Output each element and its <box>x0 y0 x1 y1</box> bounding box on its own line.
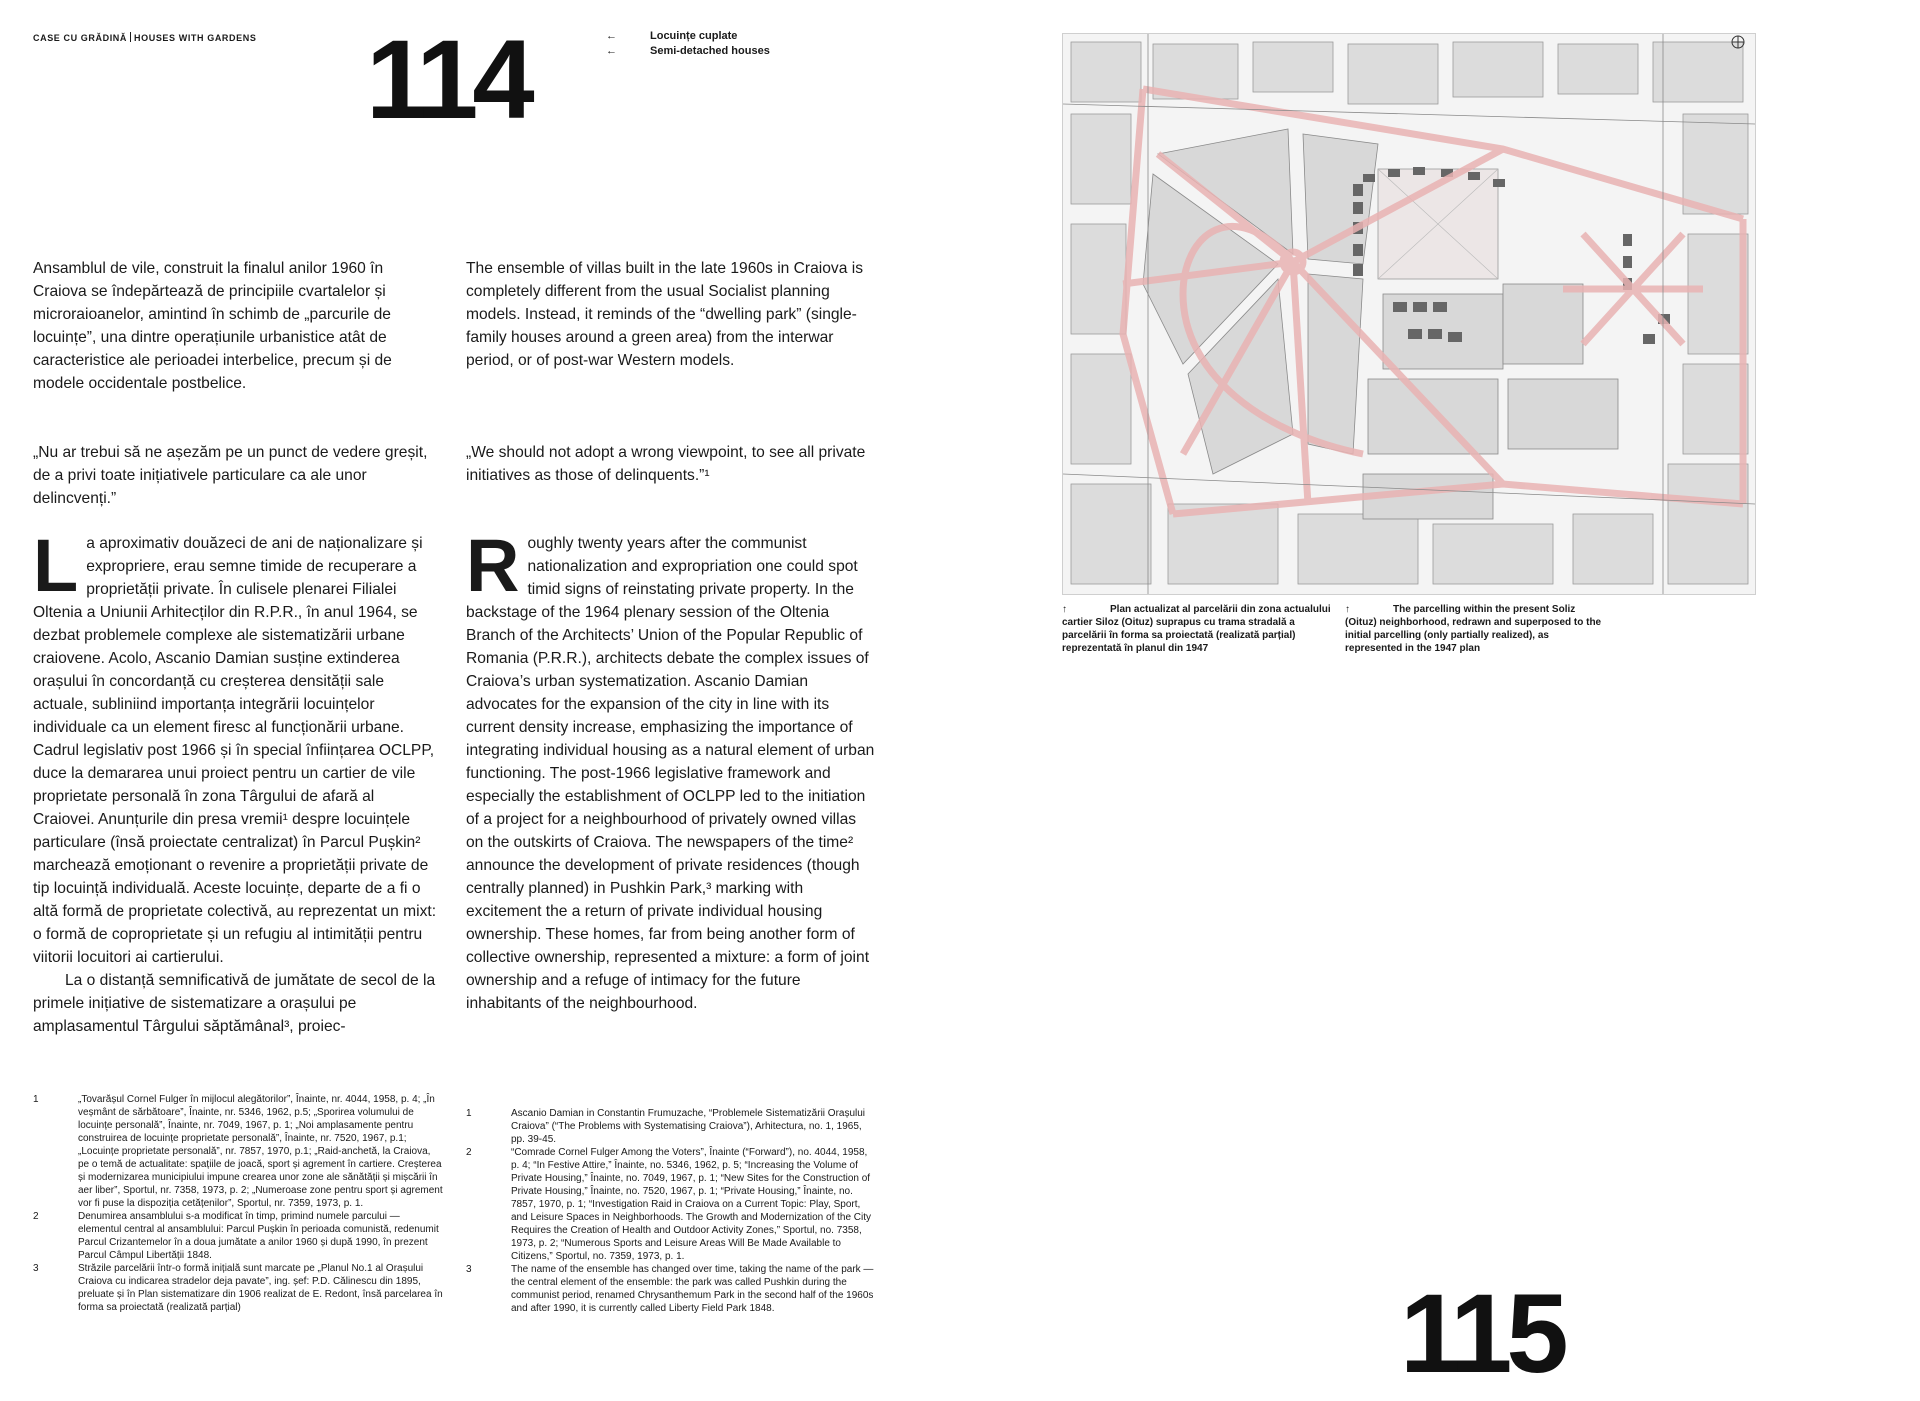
footnotes-en <box>466 1107 876 1315</box>
footnote-text: „Tovarășul Cornel Fulger în mijlocul alegătorilor”, Înainte, nr. 4044, 1958, p. 4; „În veșmânt de sărbătoare”, Înainte, nr. 5346, 1962, p.5; „Sporirea volumului de locuințe personală”, Înainte, nr. 7049, 1967, p. 1; „Noi amplasamente pentru construirea de locuințe proprietate personală”, Înainte, nr. 7520, 1967, p.1; „Locuințe proprietate personală”, nr. 7857, 1970, p.1; „Raid-anchetă, la Craiova, pe o temă de actualitate: spațiile de joacă, sport și agrement în cartiere. Creșterea și modernizarea municipiului impune crearea unor zone ale sănătății și mișcării în aer liber”, Sportul, nr. 7358, 1973, p. 2; „Numeroase zone pentru sport și agrement vor fi puse la dispoziția cetățenilor”, Sportul, nr. 7359, 1973, p. 1. <box>78 1094 443 1209</box>
header-en: HOUSES WITH GARDENS <box>134 33 257 43</box>
drop-cap-ro: L <box>33 524 79 607</box>
footnote-number: 2 <box>33 1211 39 1222</box>
footnote-text: Denumirea ansamblului s-a modificat în timp, primind numele parcului — elementul central al ansamblului: Parcul Pușkin în perioada comunistă, redenumit Parcul Crizantemelor în a doua jumătate a anilor 1960 și după 1990, în prezent Parcul Câmpul Libertății 1848. <box>78 1211 439 1261</box>
intro-ro: Ansamblul de vile, construit la finalul anilor 1960 în Craiova se îndepărtează de principiile cvartalelor și microraioanelor, amintind în schimb de „parcurile de locuințe”, una dintre operațiunile urbanistice atât de caracteristice ale perioadei interbelice, precum și de modele occidentale postbelice. <box>33 260 392 392</box>
footnote-number: 3 <box>466 1264 472 1275</box>
nav-label-ro: Locuințe cuplate <box>650 30 738 42</box>
body-ro <box>33 524 438 1038</box>
caption-ro <box>1062 603 1332 655</box>
drop-cap-en: R <box>466 524 520 607</box>
caption-en-text: The parcelling within the present Soliz (Oituz) neighborhood, redrawn and superposed to the initial parcelling (only partially realized), as represented in the 1947 plan <box>1345 604 1602 654</box>
running-header <box>33 32 256 43</box>
arrow-up-icon: ↑ <box>1062 604 1067 615</box>
footnote-en <box>466 1107 876 1146</box>
footnote-text: The name of the ensemble has changed over time, taking the name of the park — the central element of the ensemble: the park was called Pushkin during the communist period, renamed Chrysanthemum Park in the second half of the 1960s and after 1990, it is currently called Liberty Field Park 1848. <box>511 1264 874 1314</box>
footnote-en <box>466 1146 876 1263</box>
parcelling-map <box>1062 33 1756 595</box>
caption-en <box>1345 603 1607 655</box>
caption-ro-text: Plan actualizat al parcelării din zona actualului cartier Siloz (Oituz) suprapus cu trama stradală a parcelării în forma sa proiectată (realizată parțial) reprezentată în planul din 1947 <box>1062 604 1331 654</box>
page-number-right: 115 <box>1400 1271 1563 1396</box>
footnote-number: 3 <box>33 1263 39 1274</box>
arrow-left-icon: ← <box>606 45 617 57</box>
footnote-ro <box>33 1210 443 1262</box>
arrow-left-icon: ← <box>606 30 617 42</box>
quote-ro: „Nu ar trebui să ne așezăm pe un punct de vedere greșit, de a privi toate inițiativele particulare ca ale unor delincvenți.” <box>33 444 428 507</box>
body-ro-p1: a aproximativ douăzeci de ani de naționalizare și expropriere, erau semne timide de recuperare a proprietății private. În culisele plenarei Filialei Oltenia a Uniunii Arhitecților din R.P.R., în anul 1964, se dezbat problemele complexe ale sistematizării urbane craiovene. Acolo, Ascanio Damian susține extinderea orașului în concordanță cu creșterea densității sale actuale, subliniind importanța integrării locuințelor individuale ca un element firesc al funcționării urbane. Cadrul legislativ post 1966 și în special înființarea OCLPP, duce la demararea unui proiect pentru un cartier de vile proprietate personală în zona Târgului de afară al Craiovei. Anunțurile din presa vremii¹ despre locuințele particulare (însă proiectate centralizat) în Parcul Pușkin² marchează emoționant o revenire a proprietății private de tip locuință individuală. Aceste locuințe, departe de a fi o altă formă de proprietate colectivă, au reprezentat un mixt: o formă de coproprietate și un refugiu al intimității pentru viitorii locuitori ai cartierului. <box>33 535 437 966</box>
footnote-ro <box>33 1262 443 1314</box>
footnote-en <box>466 1263 876 1315</box>
arrow-up-icon: ↑ <box>1345 604 1350 615</box>
body-en <box>466 524 876 1015</box>
footnote-text: “Comrade Cornel Fulger Among the Voters”, Înainte (“Forward”), no. 4044, 1958, p. 4; “In Festive Attire,” Înainte, no. 5346, 1962, p. 5; “Increasing the Volume of Private Housing,” Înainte, no. 7049, 1967, p. 1; “New Sites for the Construction of Private Housing,” Înainte, no. 7520, 1967, p. 1; “Private Housing,” Înainte, no. 7857, 1970, p. 1; “Investigation Raid in Craiova on a Current Topic: Play, Sport, and Leisure Spaces in Neighborhoods. The Growth and Modernization of the City Requires the Creation of Health and Outdoor Activity Zones,” Sportul, no. 7358, 1973, p. 2; “Numerous Sports and Leisure Areas Will Be Made Available to Citizens,” Sportul, no. 7359, 1973, p. 1. <box>511 1147 872 1262</box>
map-drawing <box>1063 34 1755 594</box>
nav-link-ro[interactable] <box>606 29 770 44</box>
north-arrow-icon <box>1732 36 1744 48</box>
footnote-text: Ascanio Damian in Constantin Frumuzache, “Problemele Sistematizării Orașului Craiova” (“The Problems with Systematising Craiova”), Arhitectura, no. 1, 1965, pp. 39-45. <box>511 1108 866 1145</box>
body-ro-p2: La o distanță semnificativă de jumătate de secol de la primele inițiative de sistematizare a orașului pe amplasamentul Târgului săptămânal³, proiec- <box>33 972 436 1035</box>
footnote-text: Străzile parcelării într-o formă inițială sunt marcate pe „Planul No.1 al Orașului Craiova cu indicarea stradelor deja pavate”, ing. șef: P.D. Călinescu din 1895, preluate și în Plan sistematizare din 1906 realizat de E. Redont, însă parcelarea în forma sa proiectată (realizată parțial) <box>78 1263 443 1313</box>
nav-links <box>606 29 770 59</box>
footnote-number: 2 <box>466 1147 472 1158</box>
footnote-ro <box>33 1093 443 1210</box>
quote-en: „We should not adopt a wrong viewpoint, to see all private initiatives as those of delinquents.”¹ <box>466 444 866 484</box>
footnote-number: 1 <box>466 1108 472 1119</box>
body-en-p1: oughly twenty years after the communist nationalization and expropriation one could spot timid signs of reinstating private property. In the backstage of the 1964 plenary session of the Oltenia Branch of the Architects’ Union of the Popular Republic of Romania (P.R.R.), architects debate the complex issues of Craiova’s urban systematization. Ascanio Damian advocates for the expansion of the city in line with its current density increase, emphasizing the importance of integrating individual housing as a natural element of urban functioning. The post-1966 legislative framework and especially the establishment of OCLPP led to the initiation of a project for a neighbourhood of privately owned villas on the outskirts of Craiova. The newspapers of the time² announce the development of private residences (though centrally planned) in Pushkin Park,³ marking with excitement the a return of private individual housing ownership. These homes, far from being another form of collective ownership, represented a mixture: a form of joint ownership and a refuge of intimacy for the future inhabitants of the neighbourhood. <box>466 535 875 1012</box>
footnote-number: 1 <box>33 1094 39 1105</box>
footnotes-ro <box>33 1093 443 1314</box>
nav-link-en[interactable] <box>606 44 770 59</box>
header-ro: CASE CU GRĂDINĂ <box>33 33 128 43</box>
page-number-left: 114 <box>366 17 529 142</box>
intro-en: The ensemble of villas built in the late 1960s in Craiova is completely different from the usual Socialist planning models. Instead, it reminds of the “dwelling park” (single-family houses around a green area) from the interwar period, or of post-war Western models. <box>466 260 863 369</box>
nav-label-en: Semi-detached houses <box>650 45 770 57</box>
header-separator <box>130 32 131 42</box>
